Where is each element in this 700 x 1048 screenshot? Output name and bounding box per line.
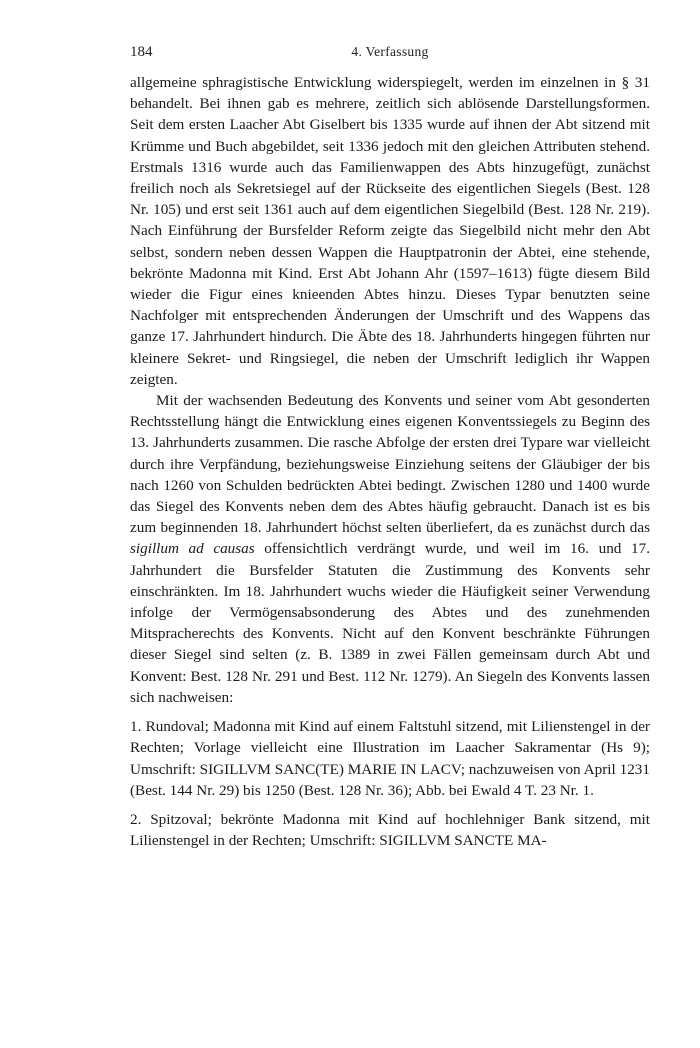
page-header [130,44,650,62]
list-item-seal-1: 1. Rundoval; Madonna mit Kind auf einem Faltstuhl sitzend, mit Lilienstengel in der Rechten; Vorlage vielleicht eine Illustration im Laacher Sakramentar (Hs 9); Umschrift: SIGILLVM SANC(TE) MARIE IN LACV; nachzuweisen von April 1231 (Best. 144 Nr. 29) bis 1250 (Best. 128 Nr. 36); Abb. bei Ewald 4 T. 23 Nr. 1. [130,718,650,799]
latin-term: sigillum ad causas [130,540,255,558]
paragraph-seals-abbots: allgemeine sphragistische Entwicklung widerspiegelt, werden im einzelnen in § 31 behandelt. Bei ihnen gab es mehrere, zeitlich sich ablösende Darstellungsformen. Seit dem ersten Laacher Abt Giselbert bis 1335 wurde auf ihnen der Abt sitzend mit Krümme und Buch abgebildet, seit 1336 jedoch mit den gleichen Attributen stehend. Erstmals 1316 wurde auch das Familienwappen des Abts hinzugefügt, zunächst freilich noch als Sekretsiegel auf der Rückseite des eigentlichen Siegels (Best. 128 Nr. 105) und erst seit 1361 auch auf dem eigentlichen Siegelbild (Best. 128 Nr. 219). Nach Einführung der Bursfelder Reform zeigte das Siegelbild nicht mehr den Abt selbst, sondern neben dessen Wappen die Hauptpatronin der Abtei, eine stehende, bekrönte Madonna mit Kind. Erst Abt Johann Ahr (1597–1613) fügte diesem Bild wieder die Figur eines knieenden Abtes hinzu. Dieses Typar benutzten seine Nachfolger mit entsprechenden Änderungen der Umschrift und des Wappens das ganze 17. Jahrhundert hindurch. Die Äbte des 18. Jahrhunderts hingegen führten nur kleinere Sekret- und Ringsiegel, die neben der Umschrift lediglich ihr Wappen zeigten. [130,74,650,388]
page-number: 184 [130,44,153,60]
paragraph-text: Mit der wachsenden Bedeutung des Konvents und seiner vom Abt gesonderten Rechtsstellung hängt die Entwicklung eines eigenen Konventssiegels zu Beginn des 13. Jahrhunderts zusammen. Die rasche Abfolge der ersten drei Typare war vielleicht durch ihre Verpfändung, beziehungsweise Einziehung seitens der Gläubiger der bis nach 1260 von Schulden bedrückten Abtei bedingt. Zwischen 1280 und 1400 wurde das Siegel des Konvents neben dem des Abtes häufig gebraucht. Danach ist es bis zum beginnenden 18. Jahrhundert höchst selten überliefert, da es zunächst durch das [130,392,650,537]
paragraph-convent-seal [130,390,650,708]
paragraph-text: offensichtlich verdrängt wurde, und weil im 16. und 17. Jahrhundert die Bursfelder Statuten die Zustimmung des Konvents sehr einschränkten. Im 18. Jahrhundert wuchs wieder die Häufigkeit seiner Verwendung infolge der Vermögensabsonderung des Abtes und des zunehmenden Mitspracherechts des Konvents. Nicht auf den Konvent beschränkte Führungen dieser Siegel sind selten (z. B. 1389 in zwei Fällen gemeinsam durch Abt und Konvent: Best. 128 Nr. 291 und Best. 112 Nr. 1279). An Siegeln des Konvents lassen sich nachweisen: [130,540,650,706]
body-text [130,72,650,851]
running-head: 4. Verfassung [351,44,429,59]
list-item-seal-2: 2. Spitzoval; bekrönte Madonna mit Kind auf hochlehniger Bank sitzend, mit Lilienstengel in der Rechten; Umschrift: SIGILLVM SANCTE MA- [130,810,650,850]
